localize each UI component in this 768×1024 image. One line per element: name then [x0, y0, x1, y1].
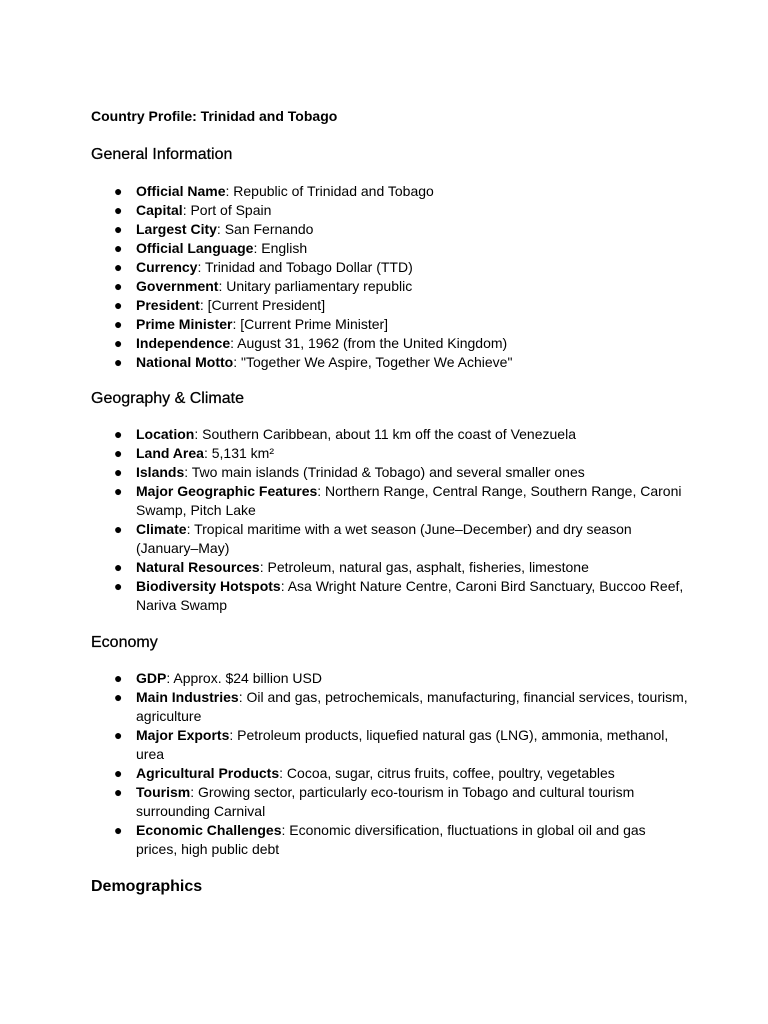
- item-term: Tourism: [136, 784, 191, 800]
- item-term: GDP: [136, 670, 167, 686]
- list-item: [0, 277, 768, 296]
- item-text: : Port of Spain: [182, 202, 272, 218]
- list-item: [0, 463, 768, 482]
- bullet-icon: ●: [114, 578, 123, 594]
- list-item: [0, 482, 768, 520]
- item-term: Major Exports: [136, 727, 230, 743]
- economy-list: [0, 669, 768, 859]
- bullet-icon: ●: [114, 464, 123, 480]
- list-item: [0, 239, 768, 258]
- bullet-icon: ●: [114, 765, 123, 781]
- item-term: Natural Resources: [136, 559, 260, 575]
- item-text: : Growing sector, particularly eco-tourism in Tobago and cultural tourism surrounding Carnival: [136, 784, 635, 819]
- item-text: : Two main islands (Trinidad & Tobago) and several smaller ones: [184, 464, 585, 480]
- section-heading-geography-climate: Geography & Climate: [91, 390, 244, 407]
- list-item: [0, 444, 768, 463]
- item-text: : August 31, 1962 (from the United Kingdom): [230, 335, 508, 351]
- item-text: : Tropical maritime with a wet season (June–December) and dry season (January–May): [136, 521, 632, 556]
- section-heading-economy: Economy: [91, 634, 158, 651]
- item-term: Currency: [136, 259, 198, 275]
- bullet-icon: ●: [114, 483, 123, 499]
- bullet-icon: ●: [114, 689, 123, 705]
- list-item: [0, 296, 768, 315]
- bullet-icon: ●: [114, 784, 123, 800]
- item-text: : Petroleum products, liquefied natural gas (LNG), ammonia, methanol, urea: [136, 727, 669, 762]
- list-item: [0, 334, 768, 353]
- item-term: Islands: [136, 464, 185, 480]
- item-term: Climate: [136, 521, 187, 537]
- bullet-icon: ●: [114, 335, 123, 351]
- list-item: [0, 764, 768, 783]
- item-text: : Approx. $24 billion USD: [166, 670, 322, 686]
- item-term: Biodiversity Hotspots: [136, 578, 281, 594]
- bullet-icon: ●: [114, 521, 123, 537]
- bullet-icon: ●: [114, 822, 123, 838]
- item-text: : [Current Prime Minister]: [232, 316, 389, 332]
- item-term: Capital: [136, 202, 183, 218]
- document-title: Country Profile: Trinidad and Tobago: [91, 108, 338, 124]
- item-text: : Economic diversification, fluctuations in global oil and gas prices, high public debt: [136, 822, 646, 857]
- list-item: [0, 821, 768, 859]
- item-text: : Unitary parliamentary republic: [218, 278, 413, 294]
- item-text: : Republic of Trinidad and Tobago: [225, 183, 434, 199]
- bullet-icon: ●: [114, 670, 123, 686]
- list-item: [0, 558, 768, 577]
- list-item: [0, 425, 768, 444]
- list-item: [0, 520, 768, 558]
- bullet-icon: ●: [114, 727, 123, 743]
- item-term: Location: [136, 426, 195, 442]
- list-item: [0, 315, 768, 334]
- bullet-icon: ●: [114, 183, 123, 199]
- list-item: [0, 688, 768, 726]
- bullet-icon: ●: [114, 316, 123, 332]
- geography-climate-list: [0, 425, 768, 615]
- item-term: Agricultural Products: [136, 765, 280, 781]
- general-information-list: [0, 182, 768, 372]
- item-text: : English: [253, 240, 308, 256]
- item-term: Main Industries: [136, 689, 239, 705]
- item-text: : "Together We Aspire, Together We Achieve": [233, 354, 513, 370]
- item-text: : Oil and gas, petrochemicals, manufacturing, financial services, tourism, agriculture: [136, 689, 688, 724]
- item-text: : Petroleum, natural gas, asphalt, fisheries, limestone: [259, 559, 589, 575]
- bullet-icon: ●: [114, 202, 123, 218]
- item-term: Official Name: [136, 183, 226, 199]
- list-item: [0, 182, 768, 201]
- item-term: Land Area: [136, 445, 204, 461]
- list-item: [0, 726, 768, 764]
- item-term: President: [136, 297, 200, 313]
- list-item: [0, 577, 768, 615]
- bullet-icon: ●: [114, 354, 123, 370]
- bullet-icon: ●: [114, 221, 123, 237]
- list-item: [0, 220, 768, 239]
- section-heading-demographics: Demographics: [91, 878, 203, 895]
- item-term: Government: [136, 278, 219, 294]
- bullet-icon: ●: [114, 259, 123, 275]
- item-text: : Southern Caribbean, about 11 km off the coast of Venezuela: [194, 426, 576, 442]
- item-term: Economic Challenges: [136, 822, 282, 838]
- bullet-icon: ●: [114, 297, 123, 313]
- item-text: : San Fernando: [216, 221, 314, 237]
- section-heading-general-information: General Information: [91, 146, 233, 163]
- bullet-icon: ●: [114, 240, 123, 256]
- list-item: [0, 783, 768, 821]
- item-term: Largest City: [136, 221, 217, 237]
- list-item: [0, 353, 768, 372]
- item-term: Prime Minister: [136, 316, 233, 332]
- item-term: Independence: [136, 335, 231, 351]
- item-term: Official Language: [136, 240, 254, 256]
- bullet-icon: ●: [114, 445, 123, 461]
- list-item: [0, 201, 768, 220]
- item-text: : [Current President]: [199, 297, 326, 313]
- item-text: : Asa Wright Nature Centre, Caroni Bird Sanctuary, Buccoo Reef, Nariva Swamp: [136, 578, 684, 613]
- item-term: National Motto: [136, 354, 234, 370]
- list-item: [0, 669, 768, 688]
- bullet-icon: ●: [114, 426, 123, 442]
- item-text: : 5,131 km²: [203, 445, 274, 461]
- item-term: Major Geographic Features: [136, 483, 318, 499]
- bullet-icon: ●: [114, 278, 123, 294]
- bullet-icon: ●: [114, 559, 123, 575]
- list-item: [0, 258, 768, 277]
- item-text: : Trinidad and Tobago Dollar (TTD): [197, 259, 413, 275]
- item-text: : Cocoa, sugar, citrus fruits, coffee, poultry, vegetables: [279, 765, 615, 781]
- item-text: : Northern Range, Central Range, Southern Range, Caroni Swamp, Pitch Lake: [136, 483, 682, 518]
